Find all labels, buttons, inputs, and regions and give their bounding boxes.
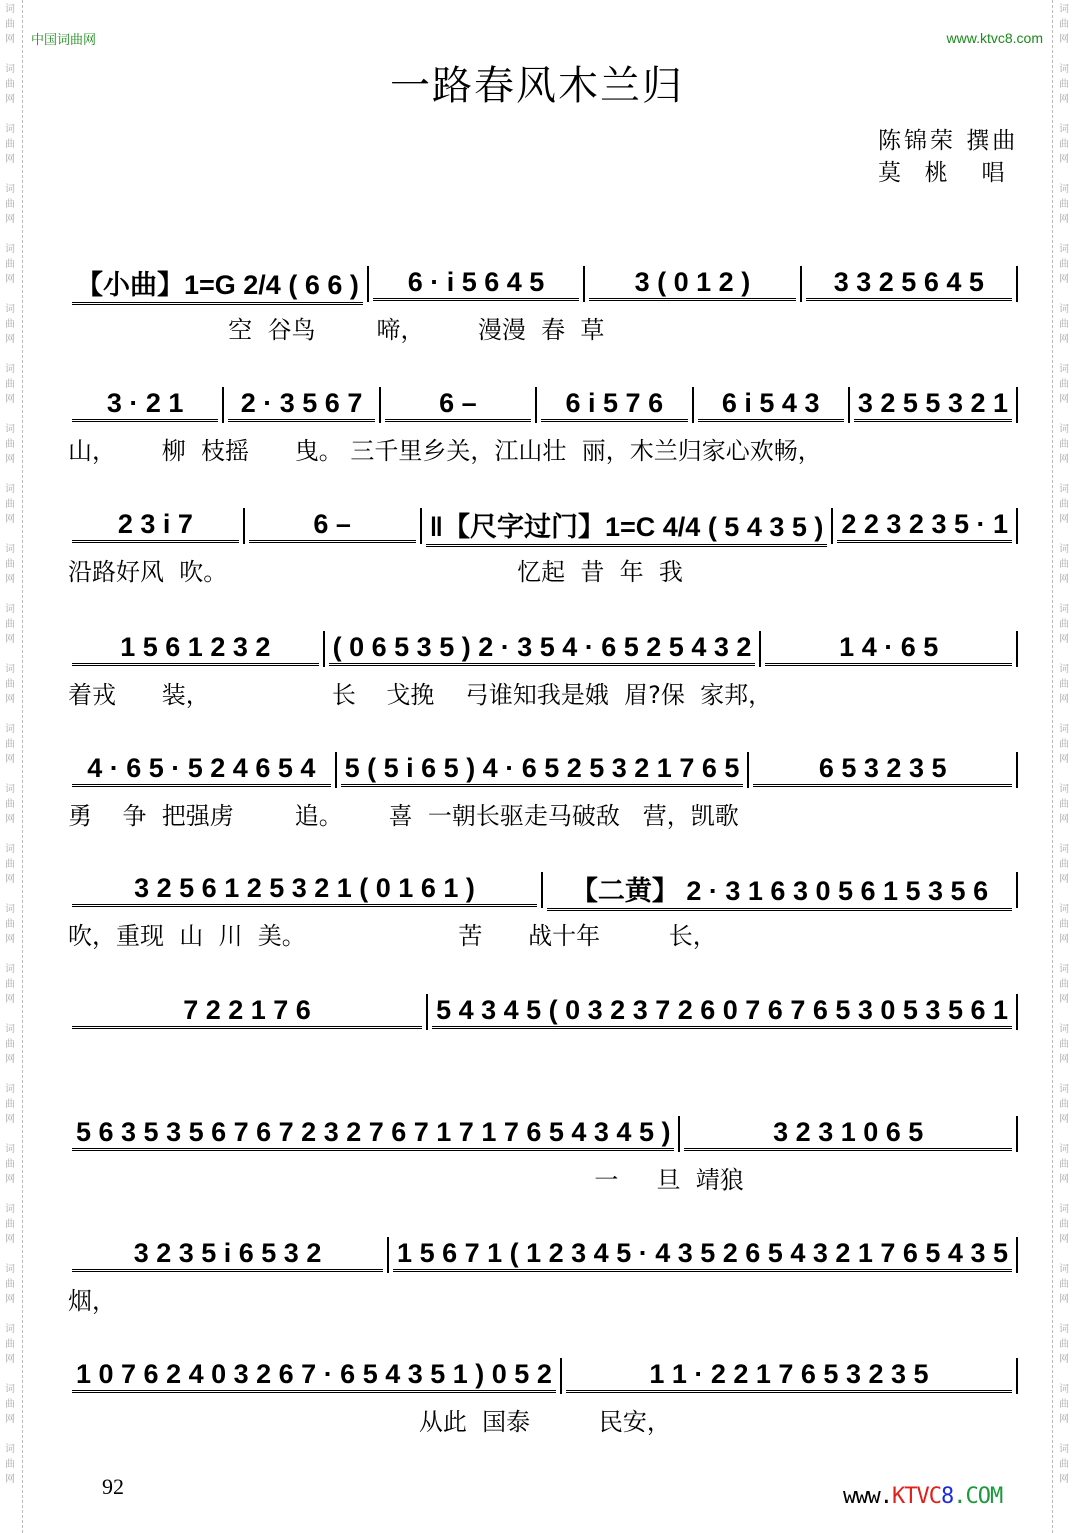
page-number: 92 <box>102 1474 124 1499</box>
bar-line <box>243 508 245 544</box>
measure: 2 · 3 5 6 7 <box>228 388 374 422</box>
score-system <box>68 1116 1018 1194</box>
measure: 2 2 3 2 3 5 · 1 <box>837 509 1012 543</box>
song-title: 一路春风木兰归 <box>390 63 684 109</box>
site-logo <box>843 1484 1002 1509</box>
bar-line <box>831 508 833 544</box>
notation-line <box>68 1237 1018 1273</box>
bar-line <box>848 387 850 423</box>
score-system <box>68 872 1018 950</box>
lyrics-line: 沿路好风 吹。 忆起 昔 年 我 <box>68 558 683 586</box>
bar-line <box>323 631 325 667</box>
bar-line <box>426 994 428 1030</box>
score-system <box>68 994 1018 1030</box>
notation-line <box>68 266 1018 302</box>
lyrics-line: 烟， <box>68 1287 116 1315</box>
lyrics-line: 吹，重现 山 川 美。 苦 战十年 长， <box>68 922 717 950</box>
measure: 3 3 2 5 6 4 5 <box>806 267 1012 301</box>
site-name[interactable]: 中国词曲网 <box>31 33 97 48</box>
measure: ‖【尺字过门】1=C 4/4 ( 5 4 3 5 ) <box>426 505 828 547</box>
measure: 1 4 · 6 5 <box>765 632 1012 666</box>
measure: 3 ( 0 1 2 ) <box>589 267 795 301</box>
bar-line <box>1016 1358 1018 1394</box>
bar-line <box>1016 1237 1018 1273</box>
bar-line <box>1016 872 1018 908</box>
bar-line <box>1016 266 1018 302</box>
measure: 6 · i 5 6 4 5 <box>373 267 579 301</box>
measure: 6 5 3 2 3 5 <box>753 753 1012 787</box>
notation-line <box>68 752 1018 788</box>
lyrics-line: 山， 柳 枝摇 曳。 三千里乡关，江山壮 丽，木兰归家心欢畅， <box>68 437 822 465</box>
notation-line <box>68 508 1018 544</box>
bar-line <box>1016 1116 1018 1152</box>
bar-line <box>678 1116 680 1152</box>
lyrics-line: 着戎 装， 长 戈挽 弓谁知我是娥 眉?保 家邦， <box>68 681 773 709</box>
watermark-left: 词 曲 网 词 曲 网 词 曲 网 词 曲 网 词 曲 网 词 曲 网 词 曲 网 词 曲 网 词 曲 网 词 曲 网 词 曲 网 词 曲 网 词 曲 网 词 曲 网 词 曲 网 词 曲 网 词 曲 网 词 曲 网 词 曲 网 词 曲 网 词 曲 网 词 曲 网 词 曲 网 词 曲 网 词 曲 网 <box>5 4 15 1485</box>
logo-com: .COM <box>953 1484 1003 1509</box>
measure: 6 – <box>249 509 416 543</box>
bar-line <box>747 752 749 788</box>
site-url[interactable]: www.ktvc8.com <box>946 30 1043 46</box>
notation-line <box>68 872 1018 908</box>
lyrics-line: 空 谷鸟 啼， 漫漫 春 草 <box>68 316 605 344</box>
bar-line <box>1016 508 1018 544</box>
score-system <box>68 387 1018 465</box>
notation-line <box>68 631 1018 667</box>
bar-line <box>800 266 802 302</box>
measure: 5 6 3 5 3 5 6 7 6 7 2 3 2 7 6 7 1 7 1 7 6 5 4 3 4 5 ) <box>72 1117 674 1151</box>
measure: 3 2 5 5 3 2 1 <box>854 388 1012 422</box>
lyrics-line: 从此 国泰 民安， <box>68 1408 671 1436</box>
bar-line <box>367 266 369 302</box>
notation-line <box>68 1116 1018 1152</box>
measure: 3 2 3 5 i 6 5 3 2 <box>72 1238 383 1272</box>
score-system <box>68 508 1018 586</box>
bar-line <box>222 387 224 423</box>
notation-line <box>68 994 1018 1030</box>
bar-line <box>692 387 694 423</box>
bar-line <box>583 266 585 302</box>
measure: 7 2 2 1 7 6 <box>72 995 422 1029</box>
lyrics-line: 一 旦 靖狼 <box>68 1166 744 1194</box>
measure: 3 2 3 1 0 6 5 <box>684 1117 1012 1151</box>
margin-line-right <box>1052 0 1053 1533</box>
logo-www: www. <box>843 1484 892 1509</box>
measure: 5 4 3 4 5 ( 0 3 2 3 7 2 6 0 7 6 7 6 5 3 0 5 3 5 6 1 <box>432 995 1012 1029</box>
measure: ( 0 6 5 3 5 ) 2 · 3 5 4 · 6 5 2 5 4 3 2 <box>329 632 756 666</box>
bar-line <box>379 387 381 423</box>
bar-line <box>1016 752 1018 788</box>
score-system <box>68 266 1018 344</box>
measure: 1 5 6 7 1 ( 1 2 3 4 5 · 4 3 5 2 6 5 4 3 2 1 7 6 5 4 3 5 <box>393 1238 1012 1272</box>
measure: 1 5 6 1 2 3 2 <box>72 632 319 666</box>
singer-credit: 莫 桃 唱 <box>878 160 1008 186</box>
score-system <box>68 1237 1018 1315</box>
score-system <box>68 752 1018 830</box>
lyrics-line: 勇 争 把强虏 追。 喜 一朝长驱走马破敌 营，凯歌 <box>68 802 739 830</box>
composer-credit: 陈锦荣 撰曲 <box>878 128 1019 154</box>
measure: 1 0 7 6 2 4 0 3 2 6 7 · 6 5 4 3 5 1 ) 0 5 2 <box>72 1359 556 1393</box>
bar-line <box>535 387 537 423</box>
measure: 【二黄】 2 · 3 1 6 3 0 5 6 1 5 3 5 6 <box>547 869 1012 911</box>
bar-line <box>1016 994 1018 1030</box>
measure: 【小曲】1=G 2/4 ( 6 6 ) <box>72 263 363 305</box>
bar-line <box>335 752 337 788</box>
notation-line <box>68 387 1018 423</box>
bar-line <box>560 1358 562 1394</box>
score-system <box>68 631 1018 709</box>
bar-line <box>759 631 761 667</box>
measure: 1 1 · 2 2 1 7 6 5 3 2 3 5 <box>566 1359 1012 1393</box>
measure: 2 3 i 7 <box>72 509 239 543</box>
bar-line <box>541 872 543 908</box>
score-system <box>68 1358 1018 1436</box>
measure: 6 – <box>385 388 531 422</box>
measure: 6 i 5 7 6 <box>541 388 687 422</box>
measure: 4 · 6 5 · 5 2 4 6 5 4 <box>72 753 331 787</box>
measure: 6 i 5 4 3 <box>698 388 844 422</box>
logo-8: 8 <box>940 1484 954 1509</box>
measure: 5 ( 5 i 6 5 ) 4 · 6 5 2 5 3 2 1 7 6 5 <box>341 753 744 787</box>
margin-line-left <box>22 0 23 1533</box>
bar-line <box>1016 631 1018 667</box>
logo-ktv: KTVC <box>891 1484 941 1509</box>
bar-line <box>1016 387 1018 423</box>
bar-line <box>420 508 422 544</box>
measure: 3 2 5 6 1 2 5 3 2 1 ( 0 1 6 1 ) <box>72 873 537 907</box>
notation-line <box>68 1358 1018 1394</box>
measure: 3 · 2 1 <box>72 388 218 422</box>
watermark-right: 词 曲 网 词 曲 网 词 曲 网 词 曲 网 词 曲 网 词 曲 网 词 曲 网 词 曲 网 词 曲 网 词 曲 网 词 曲 网 词 曲 网 词 曲 网 词 曲 网 词 曲 网 词 曲 网 词 曲 网 词 曲 网 词 曲 网 词 曲 网 词 曲 网 词 曲 网 词 曲 网 词 曲 网 词 曲 网 <box>1059 4 1069 1485</box>
bar-line <box>387 1237 389 1273</box>
